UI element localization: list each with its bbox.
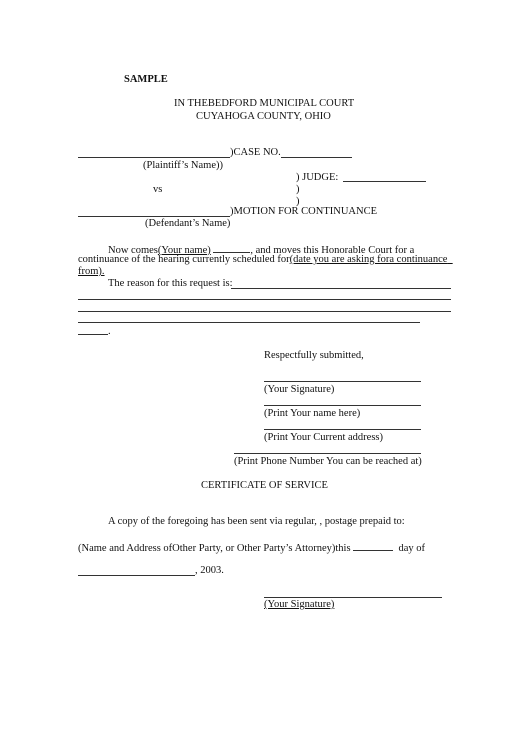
caption-paren: ) — [296, 184, 300, 195]
plaintiff-label: (Plaintiff’s Name)) — [143, 160, 223, 171]
case-no-line[interactable] — [281, 157, 352, 158]
day-blank[interactable] — [353, 540, 393, 551]
print-name-label: (Print Your name here) — [264, 408, 361, 419]
court-name: IN THEBEDFORD MUNICIPAL COURT — [174, 98, 355, 109]
phone-label: (Print Phone Number You can be reached at) — [234, 456, 422, 467]
defendant-name-line[interactable] — [78, 216, 230, 217]
copy-sent-text: A copy of the foregoing has been sent via regular, , postage prepaid to: — [108, 516, 405, 527]
caption-paren: ) — [296, 196, 300, 207]
year-text: , 2003. — [195, 565, 224, 576]
reason-line[interactable] — [78, 299, 451, 300]
day-of-text: day of — [398, 543, 425, 554]
vs-label: vs — [153, 184, 163, 195]
plaintiff-name-line[interactable] — [78, 157, 230, 158]
reason-period: . — [108, 326, 111, 337]
reason-label: The reason for this request is: — [108, 278, 233, 289]
defendant-label: (Defendant’s Name) — [145, 218, 231, 229]
case-no-label: )CASE NO. — [230, 147, 281, 158]
your-name-field[interactable]: (Your name) — [157, 245, 211, 256]
reason-line[interactable] — [231, 288, 451, 289]
signature-label: (Your Signature) — [264, 384, 335, 395]
continuance-text: continuance of the hearing currently scheduled for — [78, 254, 290, 265]
address-line[interactable] — [264, 429, 421, 430]
judge-label: ) JUDGE: — [296, 172, 339, 183]
continuance-line — [78, 254, 453, 266]
court-county: CUYAHOGA COUNTY, OHIO — [196, 111, 331, 122]
phone-line[interactable] — [234, 453, 421, 454]
date-field-continued[interactable]: from). — [78, 266, 105, 277]
service-line — [78, 540, 425, 555]
moves-text: , and moves this Honorable Court for a — [250, 245, 415, 256]
motion-title: )MOTION FOR CONTINUANCE — [230, 206, 377, 217]
reason-line[interactable] — [78, 311, 451, 312]
certificate-signature-line[interactable] — [264, 597, 442, 598]
reason-line[interactable] — [78, 322, 420, 323]
certificate-signature-label: (Your Signature) — [264, 599, 335, 610]
signature-line[interactable] — [264, 381, 421, 382]
certificate-title: CERTIFICATE OF SERVICE — [201, 480, 328, 491]
date-field[interactable]: (date you are asking fora continuance — [289, 254, 448, 265]
sample-heading: SAMPLE — [124, 74, 168, 85]
print-name-line[interactable] — [264, 405, 421, 406]
respectfully-submitted: Respectfully submitted, — [264, 350, 364, 361]
month-line[interactable] — [78, 575, 195, 576]
your-name-blank[interactable] — [213, 242, 250, 253]
reason-line-end[interactable] — [78, 334, 108, 335]
judge-line[interactable] — [343, 181, 426, 182]
now-comes-text: Now comes — [108, 245, 158, 256]
name-address-text: (Name and Address ofOther Party, or Other Party’s Attorney)this — [78, 543, 351, 554]
address-label: (Print Your Current address) — [264, 432, 383, 443]
